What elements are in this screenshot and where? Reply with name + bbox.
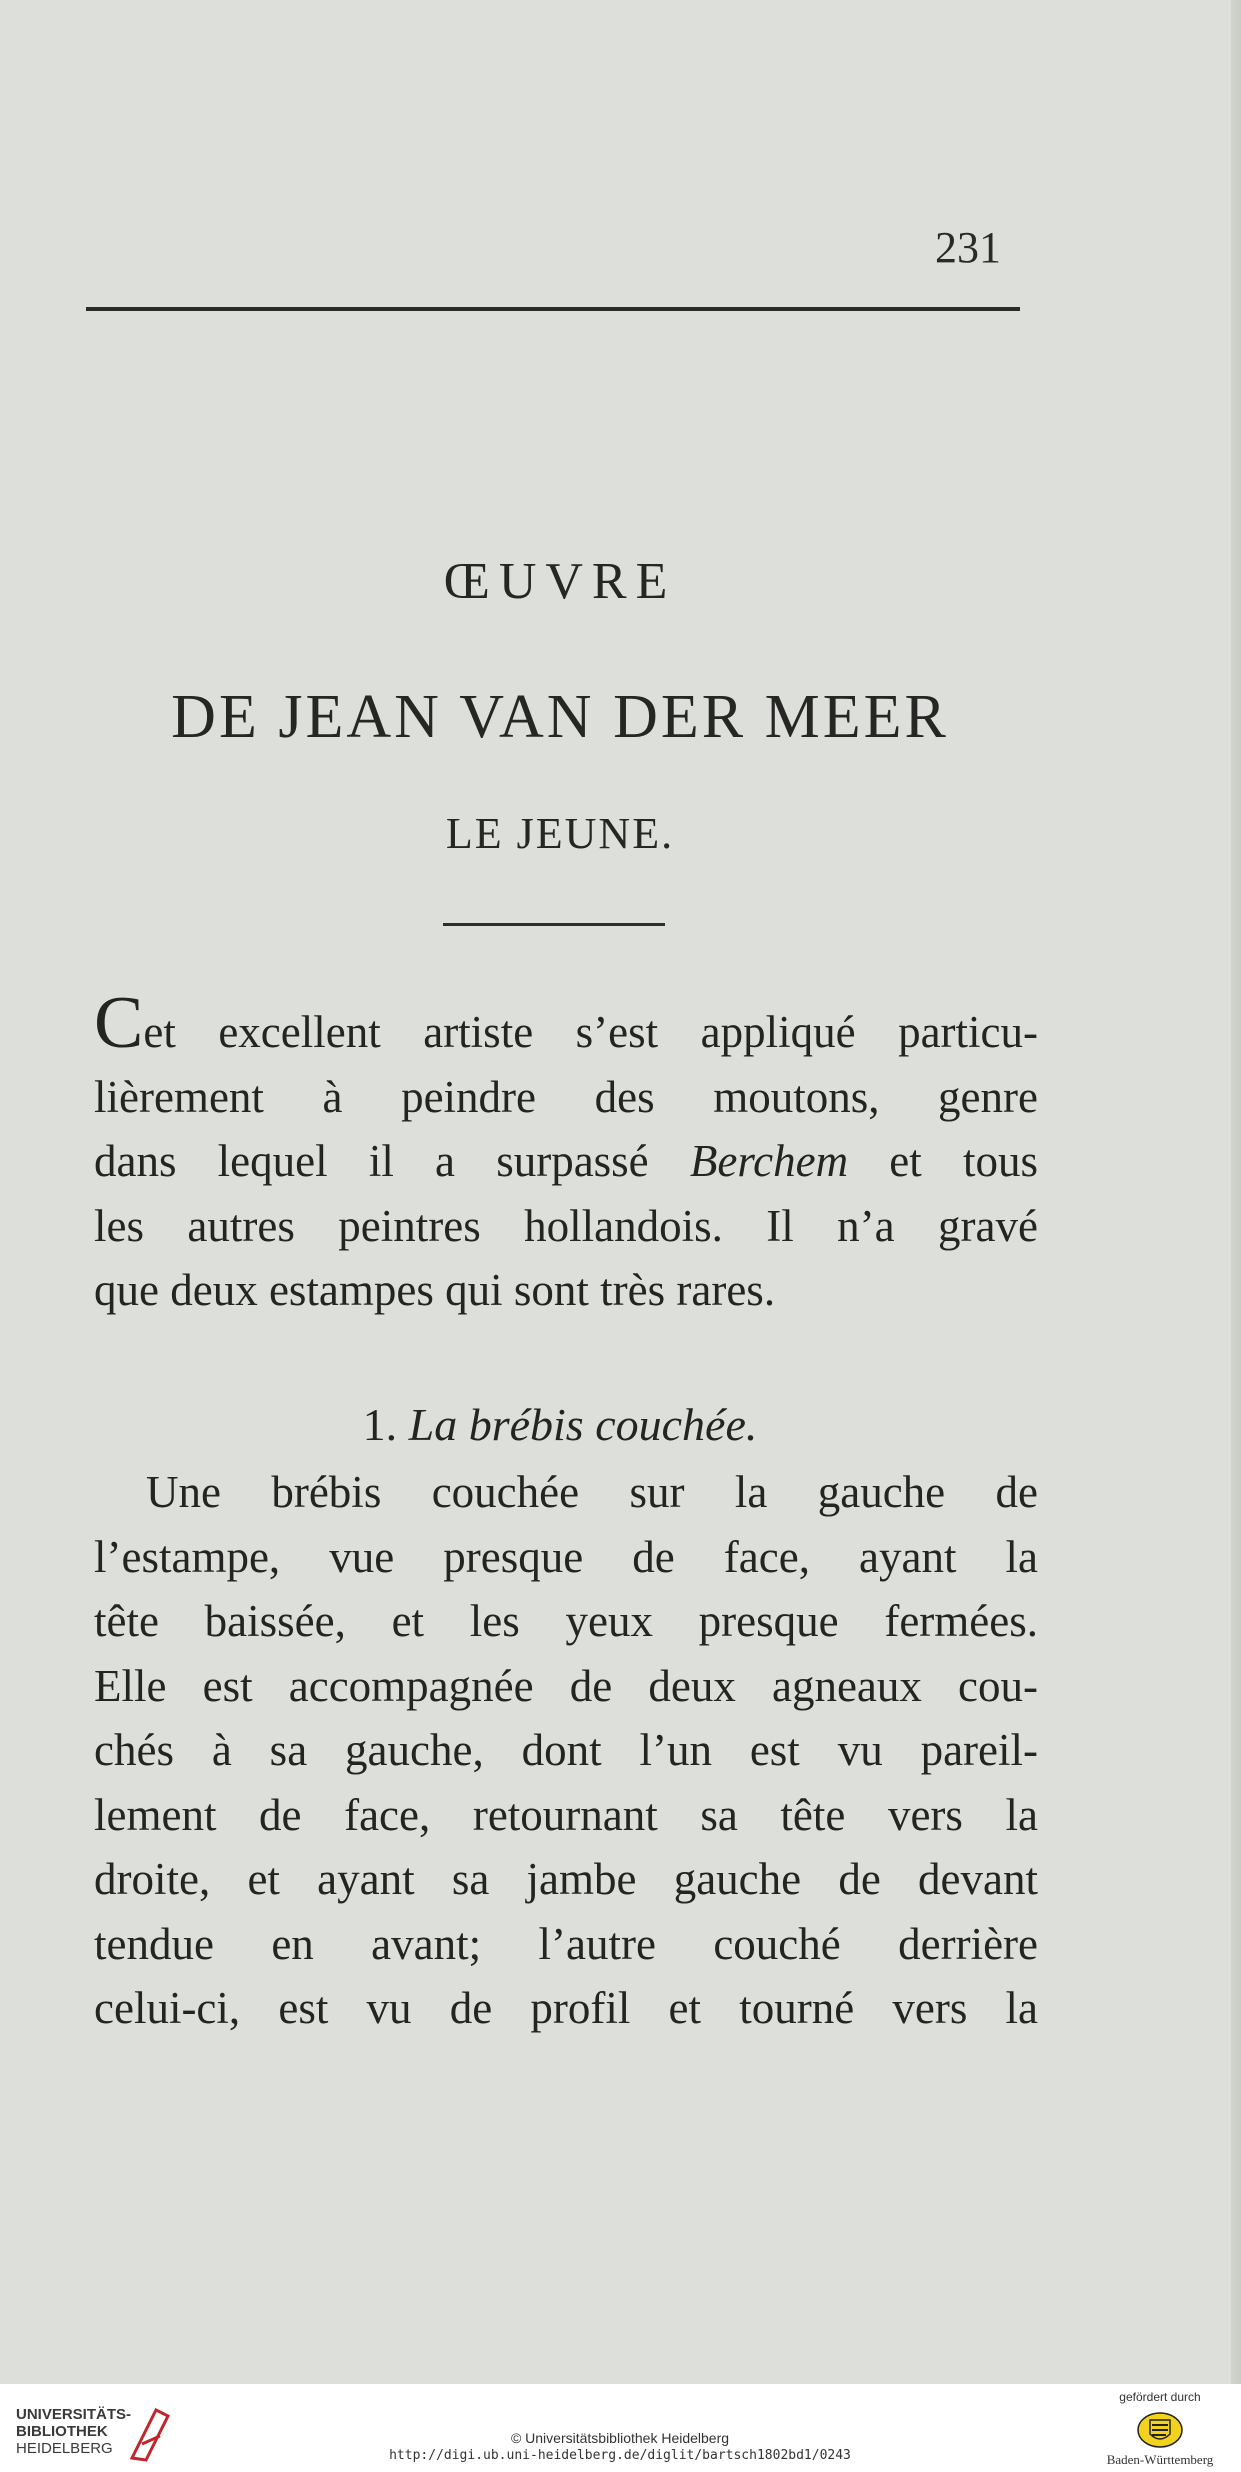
text-line: Une brébis couchée sur la gauche de: [146, 1467, 1038, 1517]
entry-paragraph: [94, 1460, 1038, 2041]
page-number: 231: [935, 223, 1001, 272]
text-line: l’estampe, vue presque de face, ayant la: [94, 1531, 1038, 1582]
text-line: les autres peintres hollandois. Il n’a gravé: [94, 1200, 1038, 1251]
text-line: lement de face, retournant sa tête vers la: [94, 1789, 1038, 1840]
text-line: chés à sa gauche, dont l’un est vu pareil-: [94, 1725, 1038, 1775]
entry-heading: [80, 1398, 1040, 1451]
title-artist-name: DE JEAN VAN DER MEER: [171, 683, 949, 751]
sponsor-name: Baden-Württemberg: [1106, 2452, 1214, 2467]
text-line: lièrement à peindre des moutons, genre: [94, 1071, 1038, 1122]
header-rule: [86, 307, 1020, 311]
entry-number: 1.: [362, 1399, 398, 1450]
copyright-notice: © Universitätsbibliothek Heidelberg http://digi.ub.uni-heidelberg.de/diglit/bartsch1802bd1/0243: [380, 2430, 860, 2464]
library-logo-text[interactable]: UNIVERSITÄTS- BIBLIOTHEK HEIDELBERG: [16, 2406, 132, 2457]
baden-wuerttemberg-crest-icon: [1136, 2410, 1184, 2450]
text-line: que deux estampes qui sont très rares.: [94, 1265, 776, 1315]
permalink-url[interactable]: http://digi.ub.uni-heidelberg.de/diglit/bartsch1802bd1/0243: [389, 2448, 851, 2463]
title-le-jeune: LE JEUNE.: [445, 809, 675, 858]
entry-title: La brébis couchée.: [408, 1399, 758, 1450]
text-line: dans lequel il a surpassé Berchem et tous: [94, 1136, 1038, 1186]
text-line: celui-ci, est vu de profil et tourné vers la: [94, 1983, 1038, 2033]
page-edge: [1231, 0, 1241, 2384]
title-oeuvre: ŒUVRE: [443, 553, 677, 610]
viewer-footer: [0, 2384, 1241, 2472]
intro-paragraph: [94, 982, 1038, 1323]
library-logo-icon[interactable]: [126, 2404, 174, 2464]
drop-cap: C: [94, 982, 144, 1064]
sponsor-label: gefördert durch: [1119, 2390, 1201, 2404]
text-line: Elle est accompagnée de deux agneaux cou-: [94, 1660, 1038, 1711]
text-line: tête baissée, et les yeux presque fermées.: [94, 1596, 1038, 1646]
sponsor-block: [1090, 2390, 1230, 2467]
text-line: Cet excellent artiste s’est appliqué particu-: [94, 982, 1038, 1064]
text-line: droite, et ayant sa jambe gauche de devant: [94, 1854, 1038, 1904]
text-line: tendue en avant; l’autre couché derrière: [94, 1918, 1038, 1969]
title-divider: [443, 923, 665, 926]
